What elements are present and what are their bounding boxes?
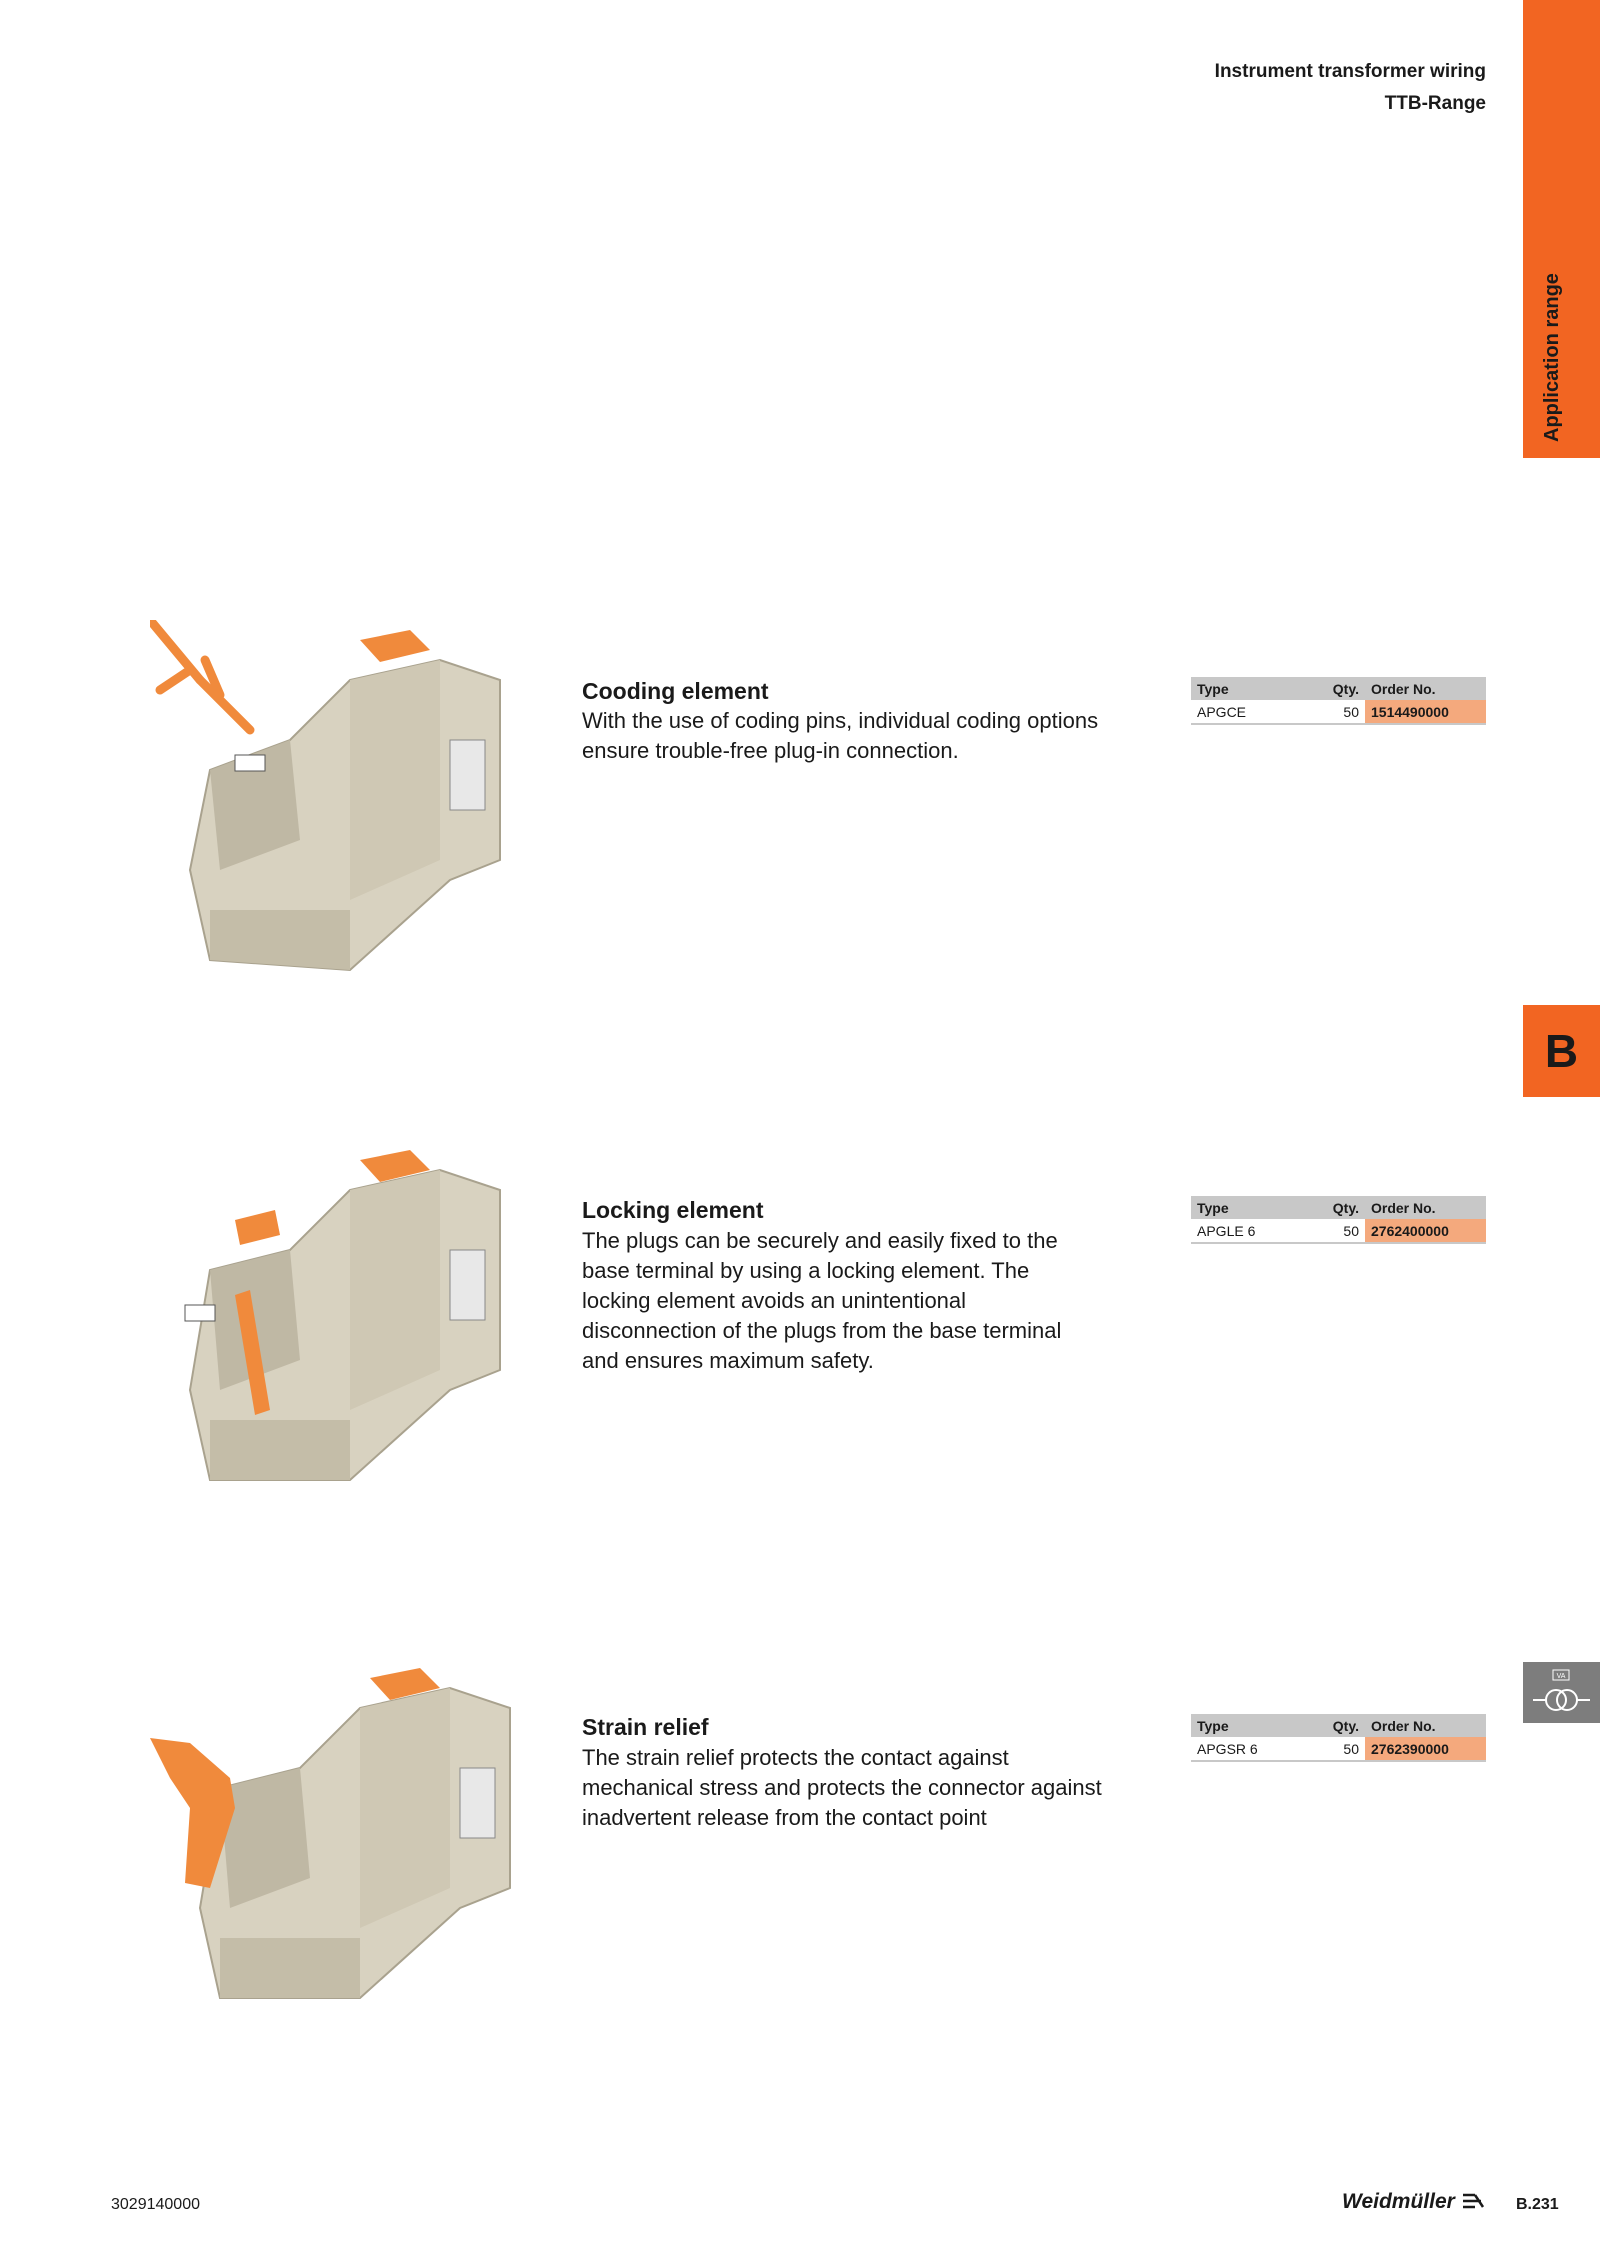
section-title: Cooding element (582, 678, 769, 704)
type-header: Type (1191, 1714, 1313, 1737)
application-range-label: Application range (1541, 273, 1563, 442)
brand-name: Weidmüller (1342, 2190, 1455, 2213)
order-table-header (1191, 1714, 1486, 1737)
order-table (1191, 1196, 1486, 1244)
order-table-header (1191, 677, 1486, 700)
page-header (1215, 56, 1486, 120)
section-letter-tab[interactable]: B (1523, 1005, 1600, 1097)
qty-cell: 50 (1313, 1737, 1365, 1761)
order-number-cell[interactable]: 2762400000 (1365, 1219, 1486, 1243)
type-cell: APGLE 6 (1191, 1219, 1313, 1243)
type-cell: APGSR 6 (1191, 1737, 1313, 1761)
order-header: Order No. (1365, 1196, 1486, 1219)
order-table (1191, 677, 1486, 725)
table-row (1191, 1219, 1486, 1243)
locking-element-product-image (150, 1140, 530, 1520)
order-header: Order No. (1365, 677, 1486, 700)
qty-header: Qty. (1313, 677, 1365, 700)
order-number-cell[interactable]: 1514490000 (1365, 700, 1486, 724)
transformer-icon (1523, 1662, 1600, 1723)
order-table (1191, 1714, 1486, 1762)
qty-header: Qty. (1313, 1196, 1365, 1219)
application-range-tab[interactable] (1523, 0, 1600, 458)
type-header: Type (1191, 677, 1313, 700)
order-table-header (1191, 1196, 1486, 1219)
order-header: Order No. (1365, 1714, 1486, 1737)
qty-cell: 50 (1313, 700, 1365, 724)
header-subtitle: TTB-Range (1384, 93, 1486, 114)
type-cell: APGCE (1191, 700, 1313, 724)
transformer-tab[interactable] (1523, 1662, 1600, 1723)
document-number: 3029140000 (111, 2196, 200, 2213)
header-title: Instrument transformer wiring (1214, 61, 1486, 82)
section-description: The plugs can be securely and easily fixed to the base terminal by using a locking element. The locking element avoids an unintentional disconnection of the plugs from the base terminal and ensures maximum safety. (582, 1228, 1062, 1373)
page-number: B.231 (1516, 2196, 1559, 2213)
section-description: The strain relief protects the contact against mechanical stress and protects the connector against inadvertent release from the contact point (582, 1745, 1102, 1830)
type-header: Type (1191, 1196, 1313, 1219)
order-number-cell[interactable]: 2762390000 (1365, 1737, 1486, 1761)
section-title: Locking element (582, 1197, 764, 1223)
section-description: With the use of coding pins, individual coding options ensure trouble-free plug-in connection. (582, 708, 1099, 763)
qty-header: Qty. (1313, 1714, 1365, 1737)
section-title: Strain relief (582, 1714, 709, 1740)
coding-element-product-image (150, 620, 530, 1000)
table-row (1191, 1737, 1486, 1761)
strain-relief-product-image (150, 1658, 530, 2038)
brand-logo (1342, 2190, 1487, 2214)
transformer-icon-label: VA (1556, 1673, 1566, 1680)
brand-logo-icon (1461, 2191, 1487, 2211)
table-row (1191, 700, 1486, 724)
qty-cell: 50 (1313, 1219, 1365, 1243)
